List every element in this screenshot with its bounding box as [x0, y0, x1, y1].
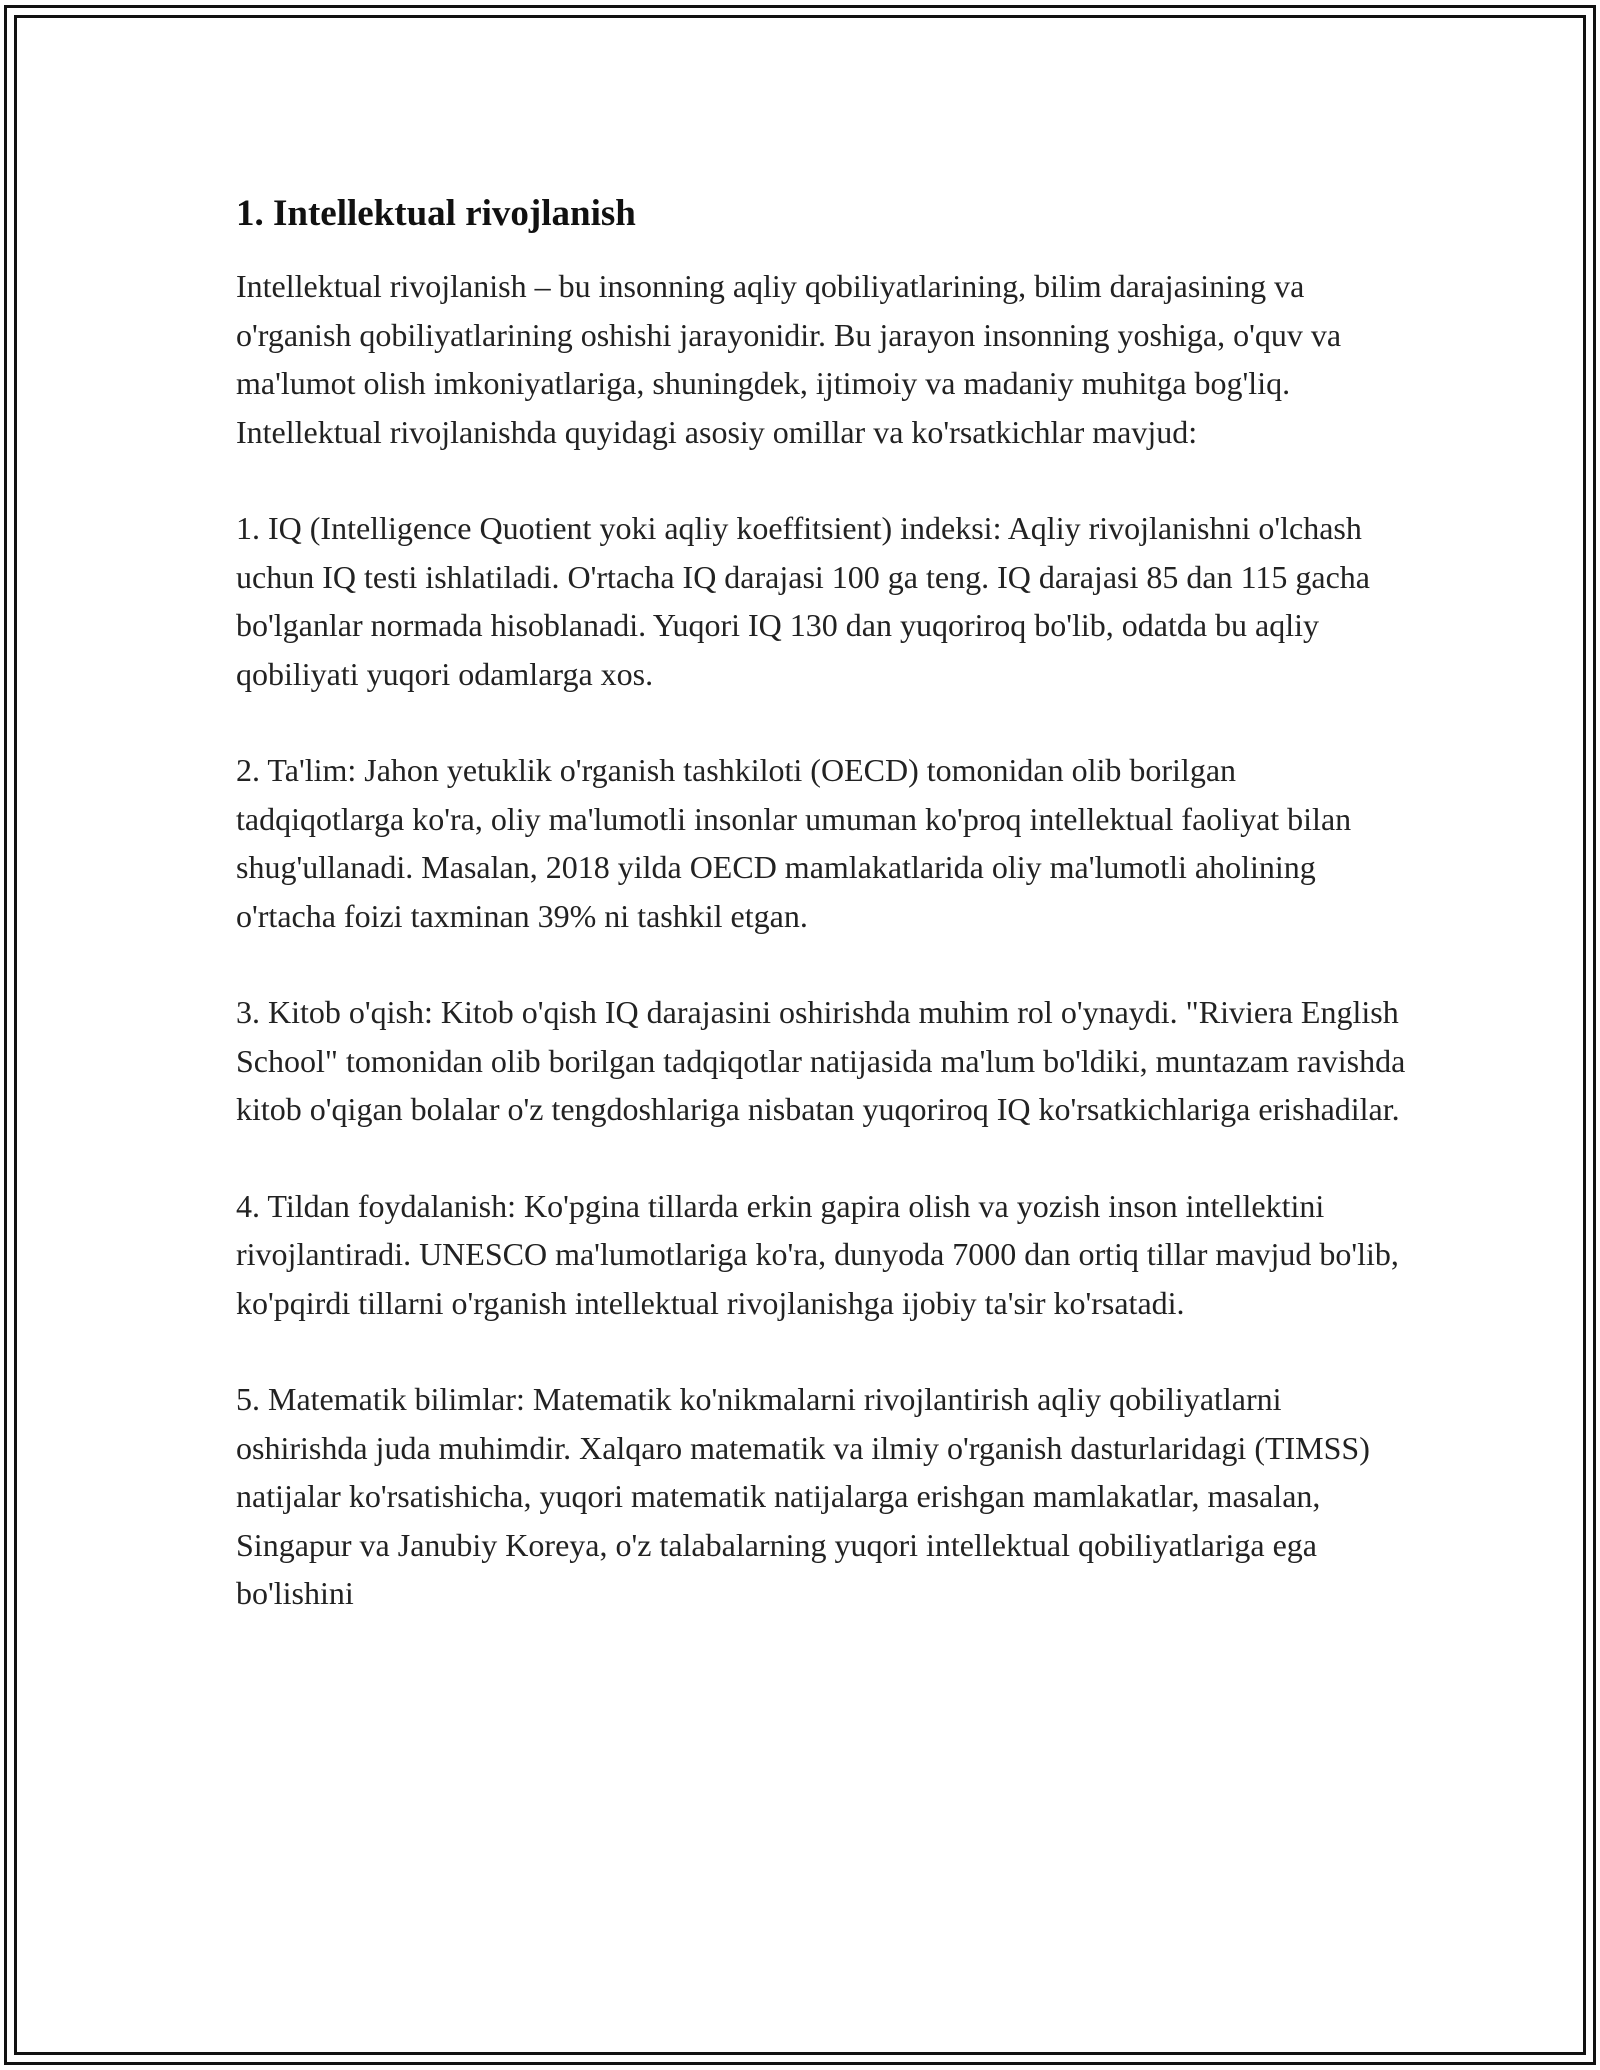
list-item-reading: 3. Kitob o'qish: Kitob o'qish IQ darajasini oshirishda muhim rol o'ynaydi. "Riviera English School" tomonidan olib borilgan tadqiqotlar natijasida ma'lum bo'ldiki, muntazam ravishda kitob o'qigan bolalar o'z tengdoshlariga nisbatan yuqoriroq IQ ko'rsatkichlariga erishadilar. [236, 994, 1406, 1127]
section-heading: 1. Intellektual rivojlanish [236, 193, 636, 234]
intro-paragraph: Intellektual rivojlanish – bu insonning aqliy qobiliyatlarining, bilim darajasining va o'rganish qobiliyatlarining oshishi jarayonidir. Bu jarayon insonning yoshiga, o'quv va ma'lumot olish imkoniyatlariga, shuningdek, ijtimoiy va madaniy muhitga bog'liq. Intellektual rivojlanishda quyidagi asosiy omillar va ko'rsatkichlar mavjud: [236, 268, 1342, 450]
list-item-iq: 1. IQ (Intelligence Quotient yoki aqliy koeffitsient) indeksi: Aqliy rivojlanishni o'lchash uchun IQ testi ishlatiladi. O'rtacha IQ darajasi 100 ga teng. IQ darajasi 85 dan 115 gacha bo'lganlar normada hisoblanadi. Yuqori IQ 130 dan yuqoriroq bo'lib, odatda bu aqliy qobiliyati yuqori odamlarga xos. [236, 510, 1370, 692]
list-item-math: 5. Matematik bilimlar: Matematik ko'nikmalarni rivojlantirish aqliy qobiliyatlarni oshirishda juda muhimdir. Xalqaro matematik va ilmiy o'rganish dasturlaridagi (TIMSS) natijalar ko'rsatishicha, yuqori matematik natijalarga erishgan mamlakatlar, masalan, Singapur va Janubiy Koreya, o'z talabalarning yuqori intellektual qobiliyatlariga ega bo'lishini [236, 1381, 1370, 1611]
document-page [236, 188, 1406, 1666]
list-item-language: 4. Tildan foydalanish: Ko'pgina tillarda erkin gapira olish va yozish inson intellektini rivojlantiradi. UNESCO ma'lumotlariga ko'ra, dunyoda 7000 dan ortiq tillar mavjud bo'lib, ko'pqirdi tillarni o'rganish intellektual rivojlanishga ijobiy ta'sir ko'rsatadi. [236, 1187, 1399, 1321]
list-item-education: 2. Ta'lim: Jahon yetuklik o'rganish tashkiloti (OECD) tomonidan olib borilgan tadqiqotlarga ko'ra, oliy ma'lumotli insonlar umuman ko'proq intellektual faoliyat bilan shug'ullanadi. Masalan, 2018 yilda OECD mamlakatlarida oliy ma'lumotli aholining o'rtacha foizi taxminan 39% ni tashkil etgan. [236, 752, 1352, 934]
